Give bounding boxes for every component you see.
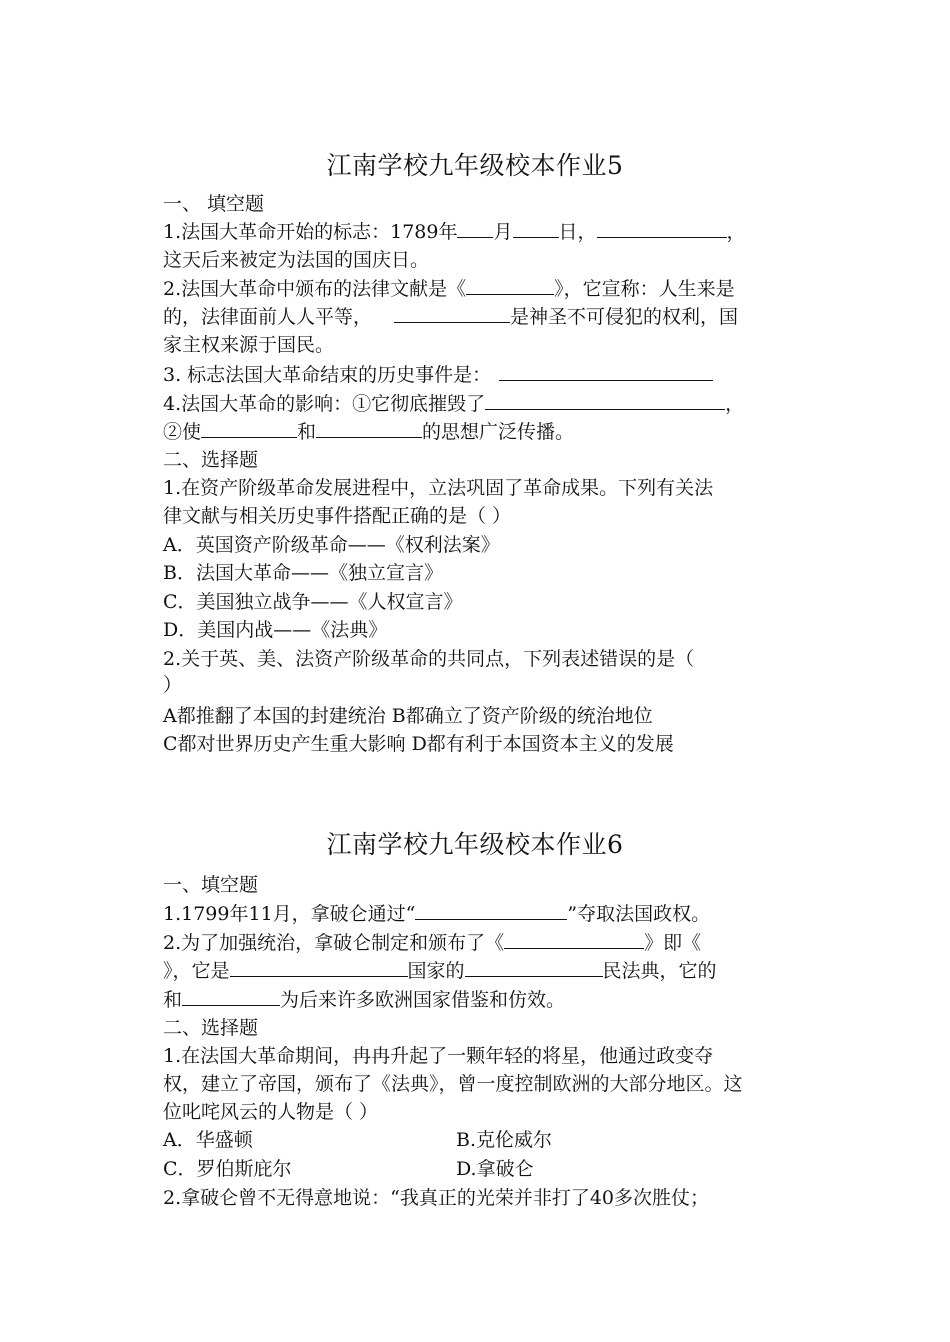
question-text: 1.法国大革命开始的标志：1789年: [163, 221, 458, 243]
section-heading: 二、选择题: [163, 1017, 259, 1039]
question-text: 民法典，它的: [602, 960, 717, 982]
question-text: ②使: [163, 421, 202, 443]
answer-blank[interactable]: [513, 219, 559, 238]
question-text: 的，法律面前人人平等，: [163, 306, 373, 328]
question-text: 2.关于英、美、法资产阶级革命的共同点，下列表述错误的是（: [163, 648, 695, 670]
question-text: ，: [726, 221, 746, 243]
section-heading: 一、填空题: [163, 874, 259, 896]
choice-option[interactable]: A．英国资产阶级革命——《权利法案》: [163, 534, 500, 556]
section-heading: 一、 填空题: [163, 193, 265, 215]
question-text: 位叱咤风云的人物是（ ）: [163, 1101, 379, 1123]
section-heading: 二、选择题: [163, 449, 259, 471]
choice-option[interactable]: C都对世界历史产生重大影响 D都有利于本国资本主义的发展: [163, 733, 674, 755]
question-text: 2.拿破仑曾不无得意地说：“我真正的光荣并非打了40多次胜仗；: [163, 1187, 710, 1209]
answer-blank[interactable]: [466, 276, 554, 295]
answer-blank[interactable]: [457, 219, 493, 238]
question-line: [163, 303, 795, 331]
question-text: 1.在资产阶级革命发展进程中，立法巩固了革命成果。下列有关法: [163, 477, 714, 499]
question-text: 2.法国大革命中颁布的法律文献是《: [163, 278, 467, 300]
answer-blank[interactable]: [316, 419, 422, 438]
question-line: [163, 418, 795, 446]
page-title: 江南学校九年级校本作业5: [326, 151, 624, 180]
question-text: 国家的: [407, 960, 465, 982]
choice-option[interactable]: D．美国内战——《法典》: [163, 619, 388, 641]
question-text: 3. 标志法国大革命结束的历史事件是：: [163, 364, 492, 386]
question-text: 是神圣不可侵犯的权利，国: [510, 306, 739, 328]
answer-blank[interactable]: [230, 958, 408, 977]
answer-blank[interactable]: [415, 901, 567, 920]
answer-blank[interactable]: [504, 930, 644, 949]
question-line: [163, 986, 795, 1014]
question-line: [163, 361, 795, 389]
question-text: 和: [163, 989, 183, 1011]
question-text: 律文献与相关历史事件搭配正确的是（ ）: [163, 505, 512, 527]
choice-option[interactable]: C．美国独立战争——《人权宣言》: [163, 591, 463, 613]
question-text: 的思想广泛传播。: [422, 421, 575, 443]
question-text: 月: [493, 221, 513, 243]
question-text: 2.为了加强统治，拿破仑制定和颁布了《: [163, 932, 505, 954]
choice-option[interactable]: A都推翻了本国的封建统治 B都确立了资产阶级的统治地位: [163, 705, 653, 727]
question-text: 》，它宣称：人生来是: [554, 278, 735, 300]
question-text: 为后来许多欧洲国家借鉴和仿效。: [280, 989, 566, 1011]
choice-option[interactable]: B.克伦威尔: [456, 1129, 553, 1151]
choice-option[interactable]: B．法国大革命——《独立宣言》: [163, 562, 443, 584]
question-text: 1.在法国大革命期间，冉冉升起了一颗年轻的将星，他通过政变夺: [163, 1045, 714, 1067]
question-text: 4.法国大革命的影响：①它彻底摧毁了: [163, 393, 486, 415]
choice-row: [163, 1126, 795, 1154]
choice-row: [163, 1155, 795, 1183]
choice-option[interactable]: A．华盛顿: [163, 1129, 253, 1151]
question-text: 这天后来被定为法国的国庆日。: [163, 249, 430, 271]
answer-blank[interactable]: [182, 987, 280, 1006]
question-text: 》，它是: [163, 960, 230, 982]
choice-option[interactable]: C．罗伯斯庇尔: [163, 1158, 292, 1180]
question-text: 家主权来源于国民。: [163, 334, 335, 356]
question-text: 权，建立了帝国，颁布了《法典》，曾一度控制欧洲的大部分地区。这: [163, 1073, 743, 1095]
answer-blank[interactable]: [465, 958, 603, 977]
question-line: [163, 218, 795, 246]
question-text: ）: [163, 674, 183, 696]
answer-blank[interactable]: [597, 219, 727, 238]
question-text: ，: [725, 393, 745, 415]
question-line: [163, 900, 795, 928]
question-text: 日，: [558, 221, 597, 243]
answer-blank[interactable]: [485, 391, 725, 410]
question-line: [163, 929, 795, 957]
question-text: 1.1799年11月，拿破仑通过“: [163, 903, 416, 925]
question-line: [163, 390, 795, 418]
answer-blank[interactable]: [201, 419, 297, 438]
choice-option[interactable]: D.拿破仑: [456, 1158, 534, 1180]
answer-blank[interactable]: [499, 362, 713, 381]
question-text: 》即《: [644, 932, 702, 954]
page-title: 江南学校九年级校本作业6: [326, 830, 624, 859]
question-line: [163, 957, 795, 985]
answer-blank[interactable]: [394, 304, 510, 323]
question-line: [163, 275, 795, 303]
question-text: ”夺取法国政权。: [567, 903, 711, 925]
question-text: 和: [297, 421, 317, 443]
